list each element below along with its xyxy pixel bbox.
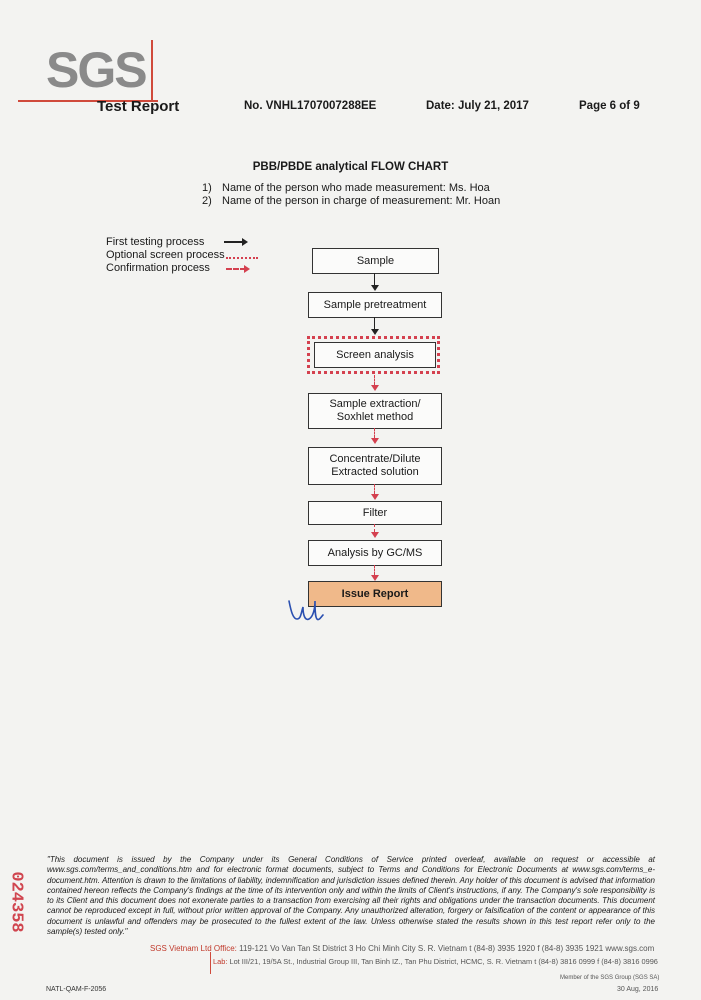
legend-first-testing: First testing process [106, 236, 205, 248]
serial-number [5, 862, 29, 942]
member-note: Member of the SGS Group (SGS SA) [560, 975, 660, 981]
note-2 [202, 195, 500, 207]
arrow-down-icon [371, 285, 379, 291]
footer-lab-address: Lot III/21, 19/5A St., Industrial Group III, Tan Binh IZ., Tan Phu District, HCMC, S. R. Vietnam t (84-8) 3816 0999 f (84-8) 3816 0996 [229, 957, 658, 966]
legal-disclaimer: "This document is issued by the Company under its General Conditions of Service printed overleaf, available on request or accessible at www.sgs.com/terms_and_conditions.htm and for electronic format documents, subject to Terms and Conditions for Electronic Documents at www.sgs.com/terms_e-document.htm. Attention is drawn to the limitations of liability, indemnification and jurisdiction issues defined therein. Any holder of this document is advised that information contained hereon reflects the Company's findings at the time of its intervention only and within the limits of Client's instructions, if any. The Company's sole responsibility is to its Client and this document does not exonerate parties to a transaction from exercising all their rights and obligations under the transaction documents. This document cannot be reproduced except in full, without prior written approval of the Company. Any unauthorized alteration, forgery or falsification of the content or appearance of this document is unlawful and offenders may be prosecuted to the fullest extent of the law. Unless otherwise stated the results shown in this test report refer only to the sample(s) tested only." [47, 855, 655, 937]
legend-solid-arrowhead-icon [242, 238, 248, 246]
footer-office-address: 119-121 Vo Van Tan St District 3 Ho Chi Minh City S. R. Vietnam t (84-8) 3935 1920 f (84-8) 3935 1921 www.sgs.com [239, 944, 655, 953]
step-sample-extraction: Sample extraction/ Soxhlet method [308, 393, 442, 429]
footer-office-label: Office: [213, 944, 237, 953]
logo-text: SGS [46, 42, 146, 98]
legend-confirmation: Confirmation process [106, 262, 210, 274]
handwritten-signature [285, 595, 325, 627]
step-analysis-gcms: Analysis by GC/MS [308, 540, 442, 566]
step-concentrate-dilute: Concentrate/Dilute Extracted solution [308, 447, 442, 485]
sgs-logo [18, 40, 158, 102]
note-number: 2) [202, 195, 212, 207]
form-number: NATL-QAM-F-2056 [46, 986, 107, 993]
report-title: Test Report [97, 98, 180, 115]
note-1 [202, 182, 490, 194]
step-issue-report: Issue Report [308, 581, 442, 607]
report-date: Date: July 21, 2017 [426, 100, 529, 112]
note-text: Name of the person who made measurement: Ms. Hoa [222, 182, 490, 194]
step-sample-pretreatment: Sample pretreatment [308, 292, 442, 318]
step-sample: Sample [312, 248, 439, 274]
revision-date: 30 Aug, 2016 [617, 986, 659, 993]
footer-lab-label: Lab: [213, 957, 228, 966]
arrow-down-red-icon [371, 494, 379, 500]
svg-text:024358: 024358 [6, 871, 26, 933]
arrow-down-red-icon [371, 532, 379, 538]
legend-optional-screen: Optional screen process [106, 249, 225, 261]
footer-company: SGS Vietnam Ltd [150, 944, 212, 953]
step-screen-analysis: Screen analysis [314, 342, 436, 368]
flow-chart-title: PBB/PBDE analytical FLOW CHART [252, 161, 449, 173]
arrow-down-icon [371, 329, 379, 335]
legend-dashdot-arrowhead-icon [244, 265, 250, 273]
legend-dashdot-arrow-icon [226, 268, 246, 270]
footer-office [150, 944, 654, 953]
note-text: Name of the person in charge of measurement: Mr. Hoan [222, 195, 501, 207]
step-filter: Filter [308, 501, 442, 525]
legend-solid-arrow-icon [224, 241, 244, 243]
legend-dotted-line-icon [226, 257, 258, 259]
note-number: 1) [202, 182, 212, 194]
arrow-down-red-icon [371, 438, 379, 444]
page-number: Page 6 of 9 [579, 100, 640, 112]
footer-lab [213, 957, 658, 966]
arrow-down-red-icon [371, 385, 379, 391]
report-number: No. VNHL1707007288EE [244, 100, 377, 112]
